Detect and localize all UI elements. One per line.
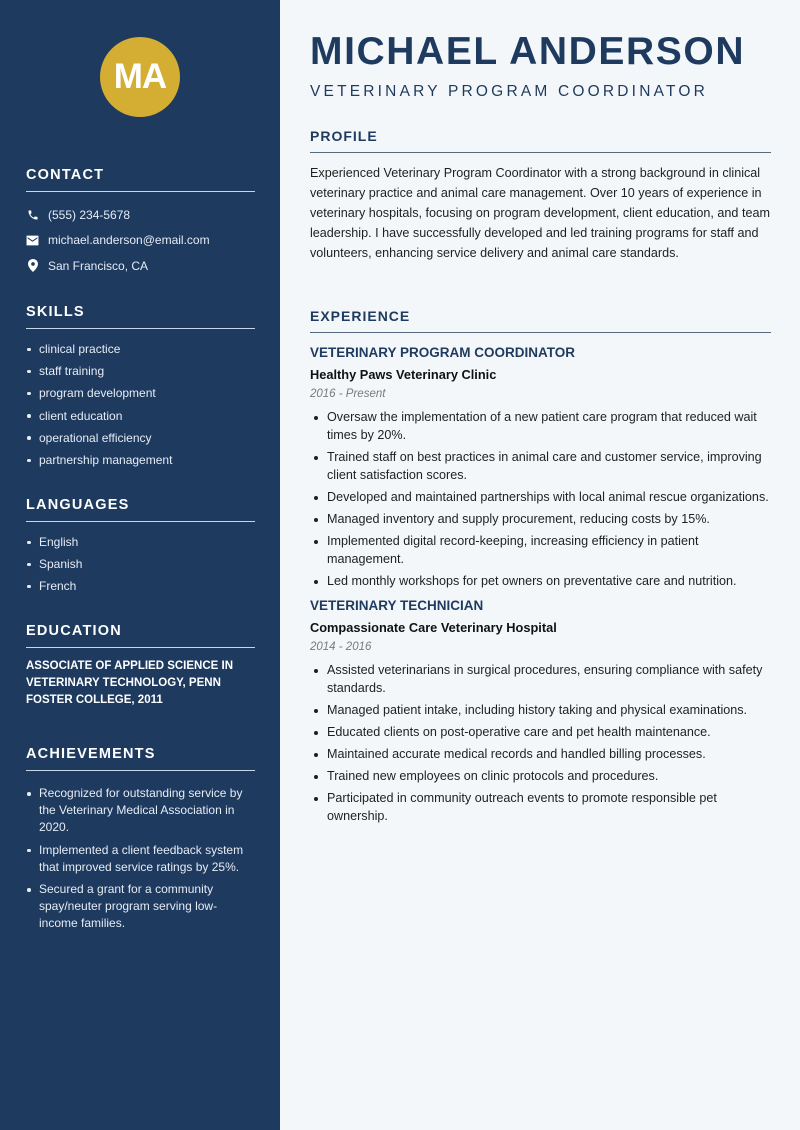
- location-pin-icon: [26, 259, 39, 272]
- section-heading: CONTACT: [26, 167, 255, 192]
- profile-section: [310, 128, 771, 263]
- section-heading: LANGUAGES: [26, 497, 255, 522]
- avatar-initials: MA: [113, 57, 167, 96]
- contact-phone: [26, 202, 255, 228]
- email-address: michael.anderson@email.com: [48, 233, 210, 248]
- sidebar: [0, 0, 280, 1130]
- company-name: Healthy Paws Veterinary Clinic: [310, 367, 497, 382]
- job-bullet: Implemented digital record-keeping, increasing efficiency in patient management.: [310, 532, 771, 568]
- languages-list: [26, 531, 255, 598]
- language-item: English: [26, 531, 255, 553]
- job-bullets: [310, 408, 771, 590]
- section-heading: ACHIEVEMENTS: [26, 746, 255, 771]
- job-dates: 2016 - Present: [310, 388, 386, 400]
- job-bullet: Developed and maintained partnerships with local animal rescue organizations.: [310, 488, 771, 506]
- job-bullet: Managed patient intake, including history taking and physical examinations.: [310, 701, 771, 719]
- section-heading: EXPERIENCE: [310, 308, 771, 333]
- location-text: San Francisco, CA: [48, 258, 149, 273]
- phone-number: (555) 234-5678: [48, 207, 131, 222]
- experience-section: [310, 308, 771, 829]
- language-item: French: [26, 575, 255, 597]
- achievement-item: Recognized for outstanding service by the Veterinary Medical Association in 2020.: [26, 785, 255, 836]
- job-entry: [310, 598, 771, 825]
- section-heading: SKILLS: [26, 304, 255, 329]
- language-item: Spanish: [26, 553, 255, 575]
- contact-list: [26, 202, 255, 279]
- candidate-name: MICHAEL ANDERSON: [310, 30, 746, 73]
- phone-icon: [26, 208, 39, 221]
- section-heading: EDUCATION: [26, 623, 255, 648]
- job-bullets: [310, 661, 771, 825]
- skill-item: operational efficiency: [26, 427, 255, 449]
- languages-section: [26, 497, 255, 598]
- contact-email: [26, 228, 255, 254]
- skill-item: partnership management: [26, 449, 255, 471]
- achievements-section: [26, 746, 255, 938]
- achievement-item: Secured a grant for a community spay/neuter program serving low-income families.: [26, 881, 255, 932]
- profile-text: Experienced Veterinary Program Coordinator with a strong background in clinical veterinary practice and animal care management. Over 10 years of experience in veterinary hospitals, focusing on program development, client education, and team leadership. I have successfully developed and led training programs for staff and volunteers, enhancing service delivery and animal care standards.: [310, 166, 770, 260]
- email-icon: [26, 234, 39, 247]
- job-bullet: Assisted veterinarians in surgical procedures, ensuring compliance with safety standards.: [310, 661, 771, 697]
- skill-item: client education: [26, 405, 255, 427]
- job-bullet: Managed inventory and supply procurement, reducing costs by 15%.: [310, 510, 771, 528]
- job-title: VETERINARY PROGRAM COORDINATOR: [310, 345, 576, 360]
- job-entry: [310, 345, 771, 590]
- education-entry: ASSOCIATE OF APPLIED SCIENCE IN VETERINARY TECHNOLOGY, PENN FOSTER COLLEGE, 2011: [26, 660, 234, 706]
- achievements-list: [26, 785, 255, 932]
- section-heading: PROFILE: [310, 128, 771, 153]
- education-section: [26, 623, 255, 709]
- contact-section: [26, 167, 255, 279]
- company-name: Compassionate Care Veterinary Hospital: [310, 620, 557, 635]
- job-title: VETERINARY TECHNICIAN: [310, 598, 484, 613]
- skill-item: program development: [26, 382, 255, 404]
- job-bullet: Led monthly workshops for pet owners on preventative care and nutrition.: [310, 572, 771, 590]
- job-bullet: Trained new employees on clinic protocols and procedures.: [310, 767, 771, 785]
- skill-item: clinical practice: [26, 338, 255, 360]
- job-dates: 2014 - 2016: [310, 641, 372, 653]
- job-bullet: Maintained accurate medical records and handled billing processes.: [310, 745, 771, 763]
- skills-list: [26, 338, 255, 471]
- job-bullet: Participated in community outreach events to promote responsible pet ownership.: [310, 789, 771, 825]
- skill-item: staff training: [26, 360, 255, 382]
- achievement-item: Implemented a client feedback system that improved service ratings by 25%.: [26, 842, 255, 876]
- contact-location: [26, 253, 255, 279]
- skills-section: [26, 304, 255, 471]
- job-bullet: Oversaw the implementation of a new patient care program that reduced wait times by 20%.: [310, 408, 771, 444]
- job-bullet: Trained staff on best practices in animal care and customer service, improving client satisfaction scores.: [310, 448, 771, 484]
- avatar: [100, 37, 180, 117]
- job-bullet: Educated clients on post-operative care and pet health maintenance.: [310, 723, 771, 741]
- candidate-title: VETERINARY PROGRAM COORDINATOR: [310, 83, 709, 100]
